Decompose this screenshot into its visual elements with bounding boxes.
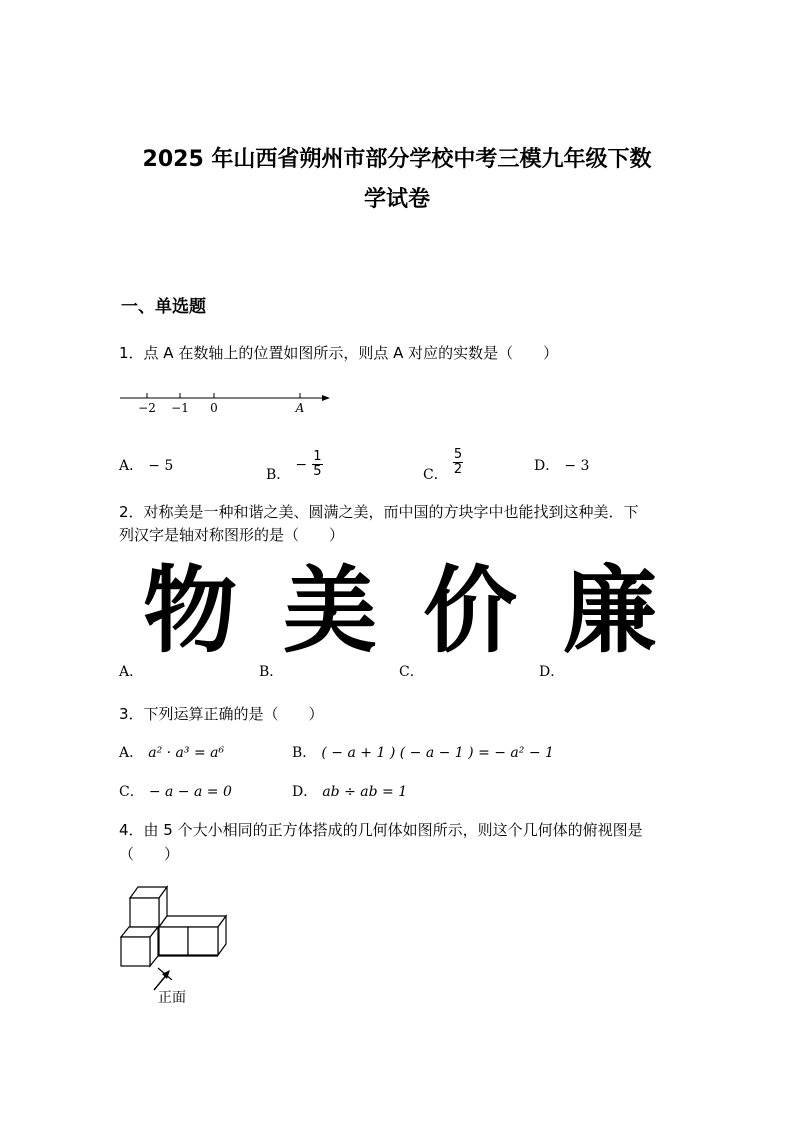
q3-option-b-value: ( − a + 1 ) ( − a − 1 ) = − a² − 1 — [321, 745, 554, 761]
q1-option-b-label: B． — [266, 467, 291, 483]
q1-option-a[interactable] — [119, 455, 173, 475]
q3-option-a-label: A． — [119, 745, 144, 761]
front-view-label: 正面 — [158, 990, 186, 1006]
question-2-line2: 列汉字是轴对称图形的是（ ） — [119, 526, 345, 544]
number-line-arrow — [322, 395, 330, 401]
q1-option-b-denominator: 5 — [313, 464, 322, 479]
character-jia: 价 — [423, 557, 518, 666]
q2-option-d-label[interactable]: D． — [539, 664, 565, 680]
q2-option-a-label[interactable]: A． — [119, 664, 144, 680]
q3-option-c[interactable] — [119, 781, 232, 801]
character-lian: 廉 — [563, 557, 658, 666]
q1-option-d[interactable] — [534, 455, 589, 475]
q1-option-b[interactable] — [266, 450, 323, 484]
question-3-text: 3．下列运算正确的是（ ） — [119, 705, 324, 723]
q3-option-b[interactable] — [292, 742, 554, 762]
page-title-line2: 学试卷 — [363, 187, 430, 212]
cube-solid-figure — [114, 880, 232, 980]
q1-option-c-label: C． — [423, 467, 448, 483]
back-row-cube-3 — [188, 927, 218, 955]
section-heading: 一、单选题 — [121, 297, 206, 317]
q3-option-b-label: B． — [292, 745, 317, 761]
tick-label-zero: 0 — [210, 401, 218, 415]
q2-option-b-label[interactable]: B． — [259, 664, 284, 680]
q3-option-c-value: − a − a = 0 — [148, 784, 232, 800]
question-4-line2: （ ） — [119, 845, 180, 863]
q2-option-c-label[interactable]: C． — [399, 664, 424, 680]
q1-option-d-label: D． — [534, 458, 560, 474]
q1-option-c[interactable] — [423, 448, 463, 484]
q1-option-b-fraction — [312, 450, 322, 479]
question-4-line1: 4．由 5 个大小相同的正方体搭成的几何体如图所示，则这个几何体的俯视图是 — [119, 821, 643, 839]
q1-option-b-sign: − — [295, 457, 308, 473]
point-label-a: A — [295, 401, 305, 415]
q1-option-b-numerator: 1 — [313, 449, 322, 464]
q1-option-c-fraction — [453, 448, 463, 477]
q3-option-a-value: a² · a³ = a⁶ — [148, 745, 225, 761]
character-wu: 物 — [143, 557, 238, 666]
q1-option-a-label: A． — [119, 458, 144, 474]
tick-label-neg2: −2 — [138, 401, 156, 415]
back-row-top-face — [159, 916, 226, 927]
q3-option-a[interactable] — [119, 742, 224, 762]
cube-top-front-face — [130, 898, 159, 927]
character-mei: 美 — [283, 557, 378, 666]
tick-label-neg1: −1 — [171, 401, 189, 415]
page-title-line1: 2025 年山西省朔州市部分学校中考三模九年级下数 — [142, 147, 652, 172]
cube-front-front-face — [121, 937, 150, 966]
question-2-line1: 2．对称美是一种和谐之美、圆满之美，而中国的方块字中也能找到这种美．下 — [119, 503, 639, 521]
q1-option-d-value: − 3 — [564, 458, 590, 474]
q1-option-a-value: − 5 — [148, 458, 174, 474]
number-line-figure — [118, 386, 334, 420]
q3-option-c-label: C． — [119, 784, 144, 800]
back-row-cube-2 — [159, 927, 188, 955]
q1-option-c-numerator: 5 — [453, 447, 463, 462]
q1-option-c-denominator: 2 — [453, 462, 463, 477]
q3-option-d[interactable] — [292, 781, 407, 801]
question-1-text: 1．点 A 在数轴上的位置如图所示，则点 A 对应的实数是（ ） — [119, 344, 559, 362]
q3-option-d-label: D． — [292, 784, 318, 800]
q3-option-d-value: ab ÷ ab = 1 — [322, 784, 408, 800]
